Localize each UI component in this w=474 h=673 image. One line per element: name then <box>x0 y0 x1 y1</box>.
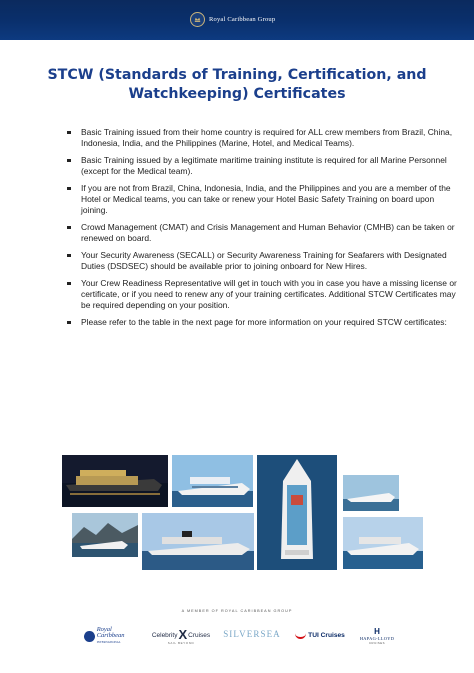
ship-night-photo <box>62 455 168 507</box>
silversea-logo[interactable] <box>222 626 282 642</box>
crown-anchor-icon <box>190 12 205 27</box>
ship-open-sea-photo <box>343 517 423 569</box>
hapag-lloyd-mark-icon: H <box>374 626 380 636</box>
tui-cruises-logo[interactable] <box>295 628 345 642</box>
logo-tagline: SAIL BEYOND <box>167 641 195 645</box>
list-item: Please refer to the table in the next page for more information on your required STCW certificates: <box>65 317 457 328</box>
logo-text: SILVERSEA <box>223 629 281 639</box>
list-item: If you are not from Brazil, China, Indonesia, India, and the Philippines and you are a member of the Hotel or Medical teams, you can take or renew your Hotel Basic Safety Training on board upon joining. <box>65 183 457 216</box>
brand-logo[interactable] <box>190 12 275 27</box>
ship-aerial-photo <box>257 455 337 570</box>
ship-coast-photo <box>343 475 399 511</box>
header-band <box>0 0 474 40</box>
member-line: A MEMBER OF ROYAL CARIBBEAN GROUP <box>181 609 293 613</box>
x-mark-icon: X <box>178 627 188 642</box>
page-title: STCW (Standards of Training, Certification, and Watchkeeping) Certificates <box>47 67 427 102</box>
ship-side-photo <box>142 513 254 570</box>
logo-text: INTERNATIONAL <box>96 640 121 644</box>
list-item: Crowd Management (CMAT) and Crisis Management and Human Behavior (CMHB) can be taken or renewed on board. <box>65 222 457 244</box>
logo-text: HAPAG-LLOYD <box>359 635 395 641</box>
logo-text: Royal Caribbean <box>96 626 125 639</box>
logo-text: Celebrity <box>151 631 178 639</box>
ship-glacier-photo <box>72 513 138 557</box>
logo-tagline: CRUISES <box>369 640 385 645</box>
logo-text: Cruises <box>188 631 211 639</box>
list-item: Your Crew Readiness Representative will get in touch with you in case you have a missing license or certificate, or if you need to renew any of your training certificates. Additional STCW Certificates may be required depending on your position. <box>65 278 457 311</box>
list-item: Basic Training issued by a legitimate maritime training institute is required for all Marine Personnel (except for the Medical team). <box>65 155 457 177</box>
logo-text: TUI Cruises <box>308 631 345 639</box>
ship-sea-photo <box>172 455 253 507</box>
requirements-list <box>65 127 457 335</box>
crown-anchor-icon <box>84 631 95 642</box>
celebrity-cruises-logo[interactable] <box>150 626 212 648</box>
royal-caribbean-logo[interactable] <box>84 628 140 644</box>
list-item: Basic Training issued from their home country is required for ALL crew members from Brazil, China, Indonesia, India, and the Philippines (Marine, Hotel, and Medical Teams). <box>65 127 457 149</box>
list-item: Your Security Awareness (SECALL) or Security Awareness Training for Seafarers with Designated Duties (DSDSEC) should be available prior to joining onboard for New Hires. <box>65 250 457 272</box>
hapag-lloyd-logo[interactable] <box>352 624 402 648</box>
brand-label: Royal Caribbean Group <box>209 16 276 23</box>
tui-smile-icon <box>295 631 306 639</box>
